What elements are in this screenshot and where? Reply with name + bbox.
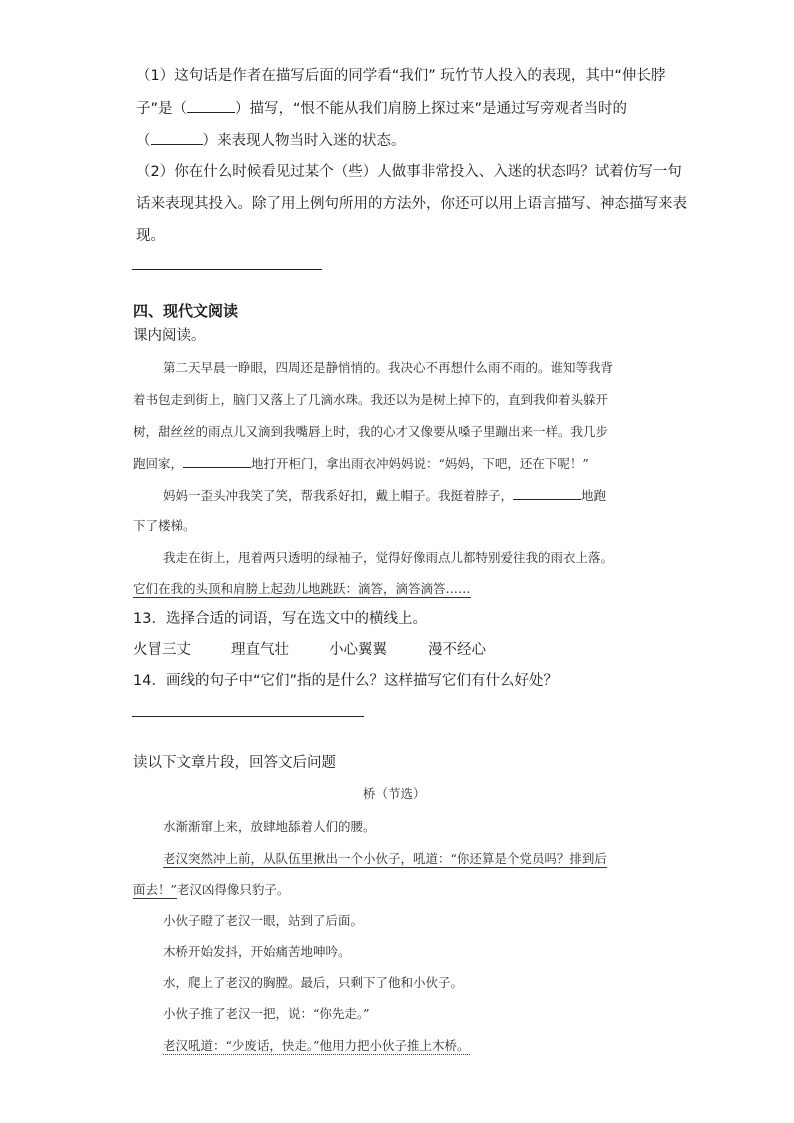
answer-line-1[interactable] (132, 269, 322, 270)
passage1-p1-line4-start: 跑回家， (133, 456, 184, 471)
reading2-line4: 小伙子瞪了老汉一眼，站到了后面。 (163, 913, 364, 928)
passage1-p2-line1-start: 妈妈一歪头冲我笑了笑，帮我系好扣，戴上帽子。我挺着脖子， (163, 488, 514, 503)
reading2-intro: 读以下文章片段，回答文后问题 (133, 755, 336, 771)
passage1-p1-line3: 树，甜丝丝的雨点儿又滴到我嘴唇上时，我的心才又像要从嗓子里蹦出来一样。我几步 (133, 424, 609, 439)
passage1-p3-line1: 我走在街上，甩着两只透明的绿袖子，觉得好像雨点儿都特别爱往我的雨衣上落。 (163, 550, 614, 565)
q-part1-line3-end: ）来表现人物当时入迷的状态。 (202, 133, 406, 149)
passage1-p2-line1-end: 地跑 (581, 488, 607, 503)
section-subheading: 课内阅读。 (133, 328, 206, 344)
q-part2-line2: 话来表现其投入。除了用上例句所用的方法外，你还可以用上语言描写、神态描写来表 (136, 196, 687, 212)
reading2-line5: 木桥开始发抖，开始痛苦地呻吟。 (163, 944, 351, 959)
reading2-line3-end: 老汉凶得像只豹子。 (176, 882, 290, 897)
passage1-p1-line4 (133, 453, 589, 474)
underlined-sentence (133, 579, 471, 599)
q13-option-2: 理直气壮 (231, 642, 289, 658)
underlined-sentence-text: 它们在我的头顶和肩膀上起劲儿地跳跃：滴答，滴答滴答…… (133, 581, 471, 596)
passage-blank-1[interactable] (183, 453, 251, 468)
passage1-p2-line2: 下了楼梯。 (133, 518, 196, 533)
q13-option-3: 小心翼翼 (329, 642, 387, 658)
reading2-dotted-sentence: 老汉吼道：“少废话，快走。”他用力把小伙子推上木桥。 (163, 1038, 470, 1053)
reading2-line1: 水渐渐窜上来，放肆地舔着人们的腰。 (163, 819, 376, 834)
answer-blank-2[interactable] (151, 130, 203, 145)
q14-prompt: 14．画线的句子中“它们”指的是什么？这样描写它们有什么好处？ (133, 673, 558, 689)
section-heading: 四、现代文阅读 (133, 302, 239, 320)
reading2-line2 (163, 849, 607, 869)
q-part1-line2-end: ）描写，“恨不能从我们肩膀上探过来”是通过写旁观者当时的 (235, 101, 628, 117)
q-part2-line3: 现。 (136, 228, 165, 244)
q13-prompt: 13．选择合适的词语，写在选文中的横线上。 (133, 611, 427, 627)
reading2-underlined-part1: 老汉突然冲上前，从队伍里揪出一个小伙子，吼道：“你还算是个党员吗？排到后 (163, 851, 607, 866)
q-part1-line3-start: （ (136, 133, 151, 149)
answer-line-2[interactable] (132, 716, 364, 717)
passage1-p1-line1: 第二天早晨一睁眼，四周还是静悄悄的。我决心不再想什么雨不雨的。谁知等我背 (163, 360, 614, 375)
q13-option-1: 火冒三丈 (133, 642, 191, 658)
passage1-p1-line4-end: 地打开柜门，拿出雨衣冲妈妈说：“妈妈，下吧，还在下呢！” (251, 456, 589, 471)
reading2-line3 (133, 880, 289, 900)
q-part1-line1: （1）这句话是作者在描写后面的同学看“我们” 玩竹节人投入的表现，其中“伸长脖 (136, 68, 666, 84)
passage-blank-2[interactable] (513, 485, 581, 500)
q-part2-line1: （2）你在什么时候看见过某个（些）人做事非常投入、入迷的状态吗？试着仿写一句 (136, 164, 682, 180)
passage1-p2-line1 (163, 485, 606, 506)
reading2-line7: 小伙子推了老汉一把，说：“你先走。” (163, 1006, 370, 1021)
passage1-p1-line2: 着书包走到街上，脑门又落上了几滴水珠。我还以为是树上掉下的，直到我仰着头躲开 (133, 392, 609, 407)
reading2-underlined-part2: 面去！” (133, 882, 177, 897)
q-part1-line3 (136, 130, 406, 151)
q-part1-line2-start: 子”是（ (136, 101, 188, 117)
q13-option-4: 漫不经心 (428, 642, 486, 658)
answer-blank-1[interactable] (187, 98, 235, 113)
reading2-title: 桥（节选） (363, 786, 426, 801)
q-part1-line2 (136, 98, 627, 119)
reading2-line8 (163, 1036, 470, 1056)
reading2-line6: 水，爬上了老汉的胸膛。最后，只剩下了他和小伙子。 (163, 975, 464, 990)
